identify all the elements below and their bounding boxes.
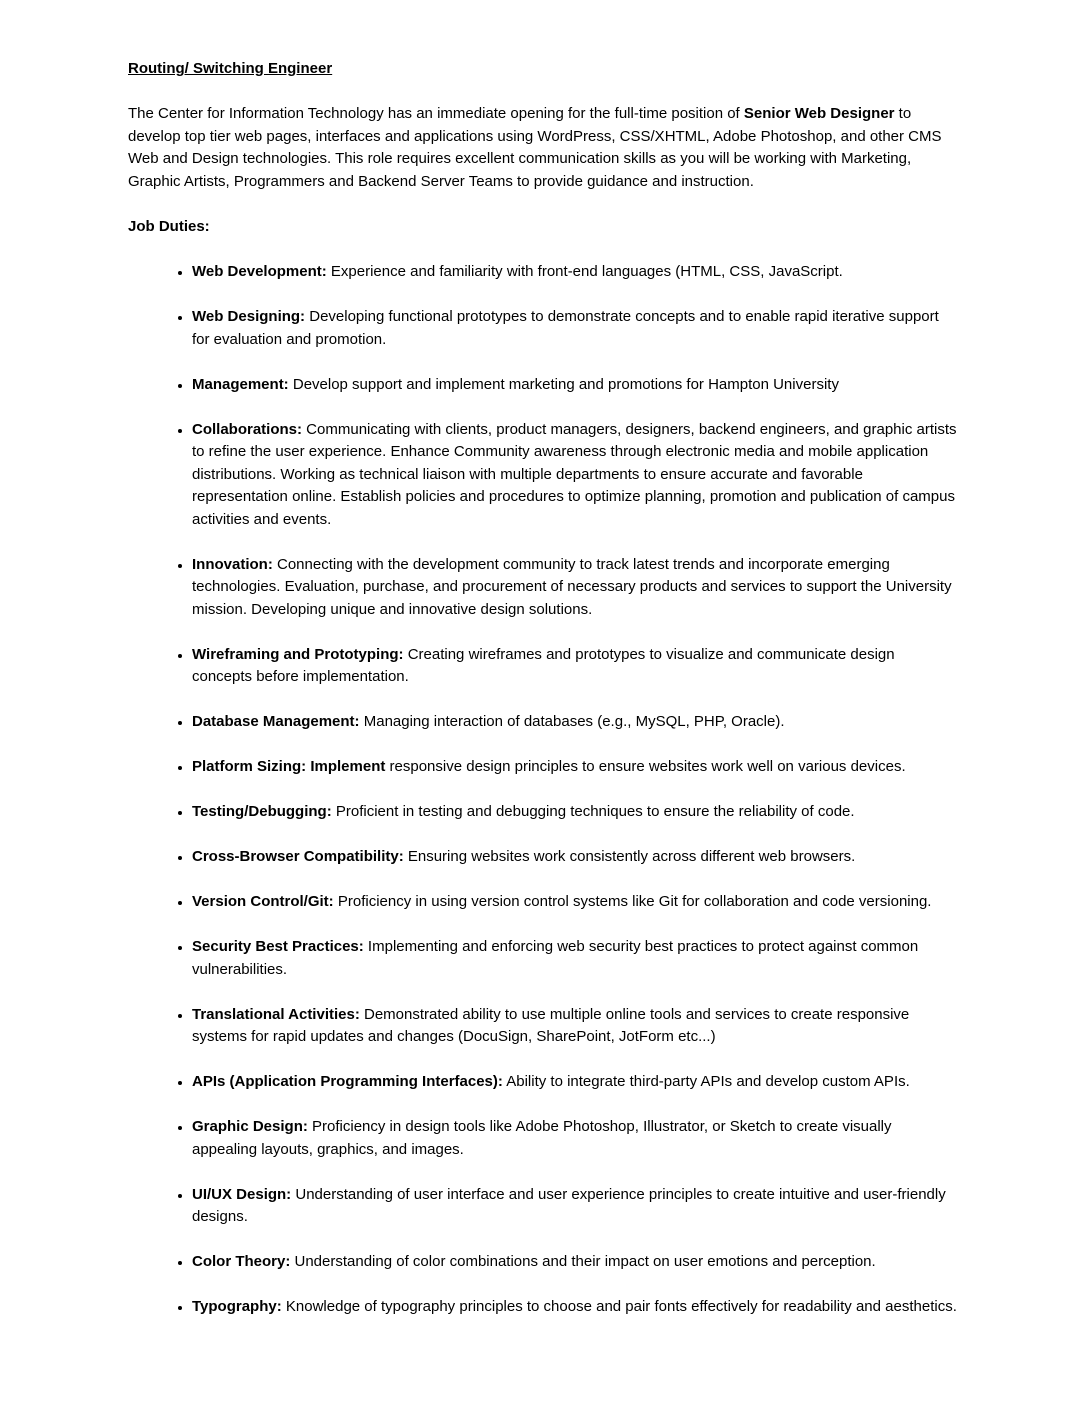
duty-item-testing-debugging [192, 801, 958, 824]
duty-item-management [192, 374, 958, 397]
duty-label: Typography: [192, 1298, 282, 1315]
duty-item-cross-browser-compatibility [192, 846, 958, 869]
duty-text: Ensuring websites work consistently across different web browsers. [403, 848, 856, 865]
intro-paragraph [128, 103, 958, 193]
duty-item-wireframing-prototyping [192, 644, 958, 689]
duty-text: Connecting with the development community to track latest trends and incorporate emerging technologies. Evaluation, purchase, and procurement of necessary products and services to support the University mission. Developing unique and innovative design solutions. [192, 555, 952, 618]
duty-label: Collaborations: [192, 420, 303, 438]
duty-text: responsive design principles to ensure websites work well on various devices. [385, 758, 906, 775]
duty-item-innovation [192, 554, 958, 622]
duty-label: Graphic Design: [192, 1118, 308, 1135]
duty-text: Managing interaction of databases (e.g., MySQL, PHP, Oracle). [359, 713, 785, 730]
duty-text: Understanding of user interface and user experience principles to create intuitive and user-friendly designs. [192, 1185, 946, 1225]
duty-label: Cross-Browser Compatibility: [192, 848, 404, 865]
duty-label: Database Management: [192, 713, 360, 730]
duty-item-typography [192, 1296, 958, 1319]
duty-text: Implementing and enforcing web security best practices to protect against common vulnerabilities. [192, 938, 919, 978]
duty-text: Creating wireframes and prototypes to visualize and communicate design concepts before implementation. [192, 645, 895, 685]
duty-item-ui-ux-design [192, 1184, 958, 1229]
duty-item-color-theory [192, 1251, 958, 1274]
duty-label: APIs (Application Programming Interfaces): [192, 1073, 503, 1090]
duty-label: Wireframing and Prototyping: [192, 645, 404, 663]
duty-label: Translational Activities: [192, 1005, 360, 1023]
duty-text: Communicating with clients, product managers, designers, backend engineers, and graphic artists to refine the user experience. Enhance Community awareness through electronic media and mobile application distributions. Working as technical liaison with multiple departments to ensure accurate and favorable representation online. Establish policies and procedures to optimize planning, promotion and publication of campus activities and events. [192, 420, 957, 528]
duty-label: Web Development: [192, 263, 327, 280]
duty-text: Ability to integrate third-party APIs and develop custom APIs. [502, 1073, 910, 1090]
duty-label: Security Best Practices: [192, 938, 364, 955]
duty-item-web-designing [192, 306, 958, 351]
duty-item-platform-sizing [192, 756, 958, 779]
duty-text: Developing functional prototypes to demonstrate concepts and to enable rapid iterative support for evaluation and promotion. [192, 308, 939, 348]
intro-text-pre: The Center for Information Technology has an immediate opening for the full-time position of [128, 105, 744, 122]
page-title: Routing/ Switching Engineer [128, 60, 333, 77]
job-duties-list [128, 261, 958, 1319]
duty-item-database-management [192, 711, 958, 734]
intro-text-bold: Senior Web Designer [743, 105, 895, 122]
intro-text-post: to develop top tier web pages, interfaces and applications using WordPress, CSS/XHTML, Adobe Photoshop, and other CMS Web and Design technologies. This role requires excellent communication skills as you will be working with Marketing, Graphic Artists, Programmers and Backend Server Teams to provide guidance and instruction. [128, 105, 942, 190]
duty-label: Web Designing: [192, 308, 306, 325]
duty-text: Proficient in testing and debugging techniques to ensure the reliability of code. [331, 803, 855, 820]
duty-label: Innovation: [192, 555, 273, 573]
duty-text: Understanding of color combinations and their impact on user emotions and perception. [290, 1253, 876, 1270]
duty-label: Version Control/Git: [192, 893, 334, 910]
duty-item-graphic-design [192, 1116, 958, 1161]
document-page [128, 58, 958, 1341]
job-duties-heading: Job Duties: [128, 218, 210, 235]
duty-text: Experience and familiarity with front-end languages (HTML, CSS, JavaScript. [326, 263, 843, 280]
duty-label: Testing/Debugging: [192, 803, 332, 820]
duty-label: Management: [192, 375, 289, 393]
duty-item-web-development [192, 261, 958, 284]
duty-text: Demonstrated ability to use multiple online tools and services to create responsive systems for rapid updates and changes (DocuSign, SharePoint, JotForm etc...) [192, 1005, 910, 1045]
duty-item-translational-activities [192, 1004, 958, 1049]
duty-text: Develop support and implement marketing and promotions for Hampton University [288, 375, 839, 393]
duty-item-version-control-git [192, 891, 958, 914]
duty-item-security-best-practices [192, 936, 958, 981]
duty-label: UI/UX Design: [192, 1185, 292, 1203]
duty-item-collaborations [192, 419, 958, 532]
duty-text: Proficiency in using version control systems like Git for collaboration and code versioning. [333, 893, 932, 910]
duty-item-apis [192, 1071, 958, 1094]
duty-label: Color Theory: [192, 1253, 291, 1270]
duty-text: Knowledge of typography principles to choose and pair fonts effectively for readability and aesthetics. [281, 1298, 957, 1315]
duty-label: Platform Sizing: Implement [192, 758, 386, 775]
duty-text: Proficiency in design tools like Adobe Photoshop, Illustrator, or Sketch to create visually appealing layouts, graphics, and images. [192, 1118, 892, 1158]
